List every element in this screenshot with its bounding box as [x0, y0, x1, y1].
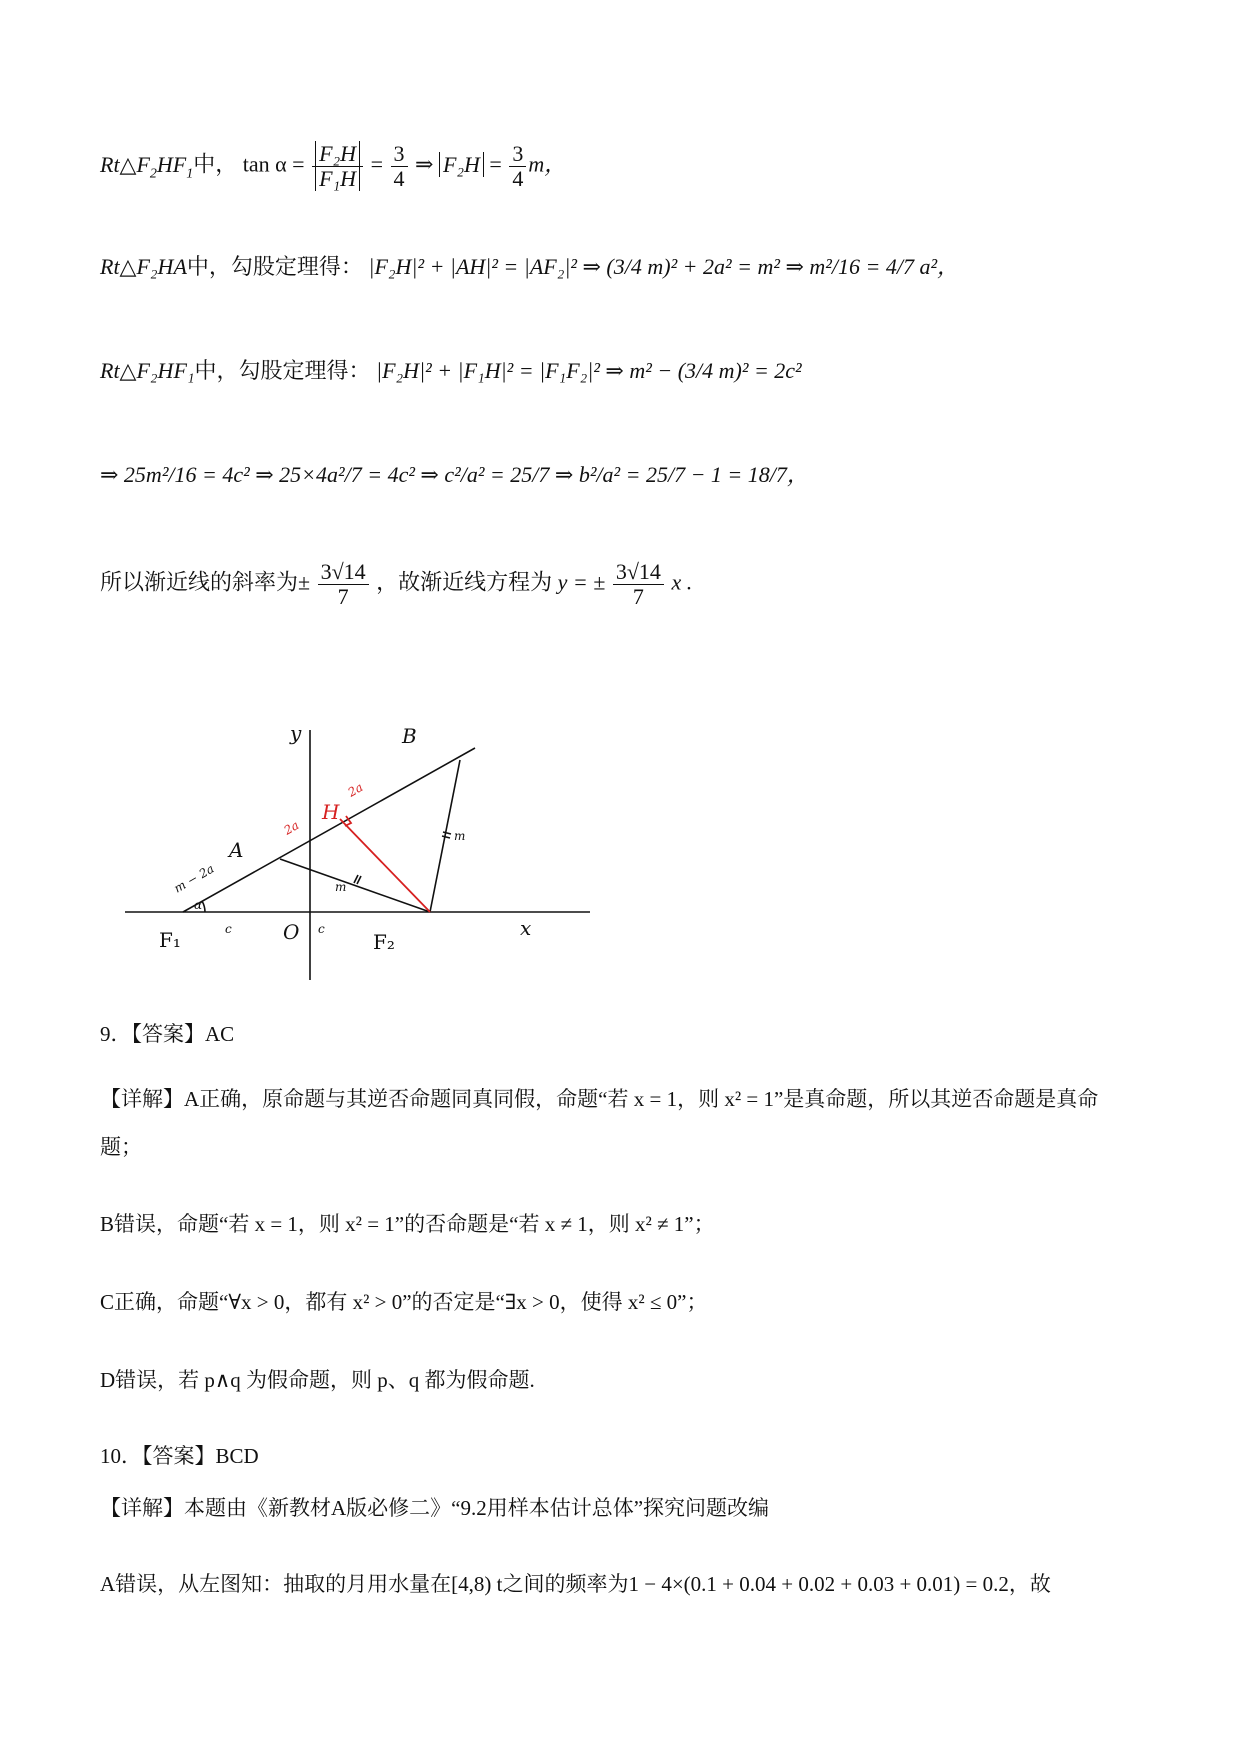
pythagorean-expression-1: |F₂H|² + |AH|² = |AF₂|² ⇒ (3/4 m)² + 2a² = m² ⇒ m²/16 = 4/7 a²，: [368, 254, 960, 279]
cn-text-3: 中，勾股定理得：: [194, 358, 371, 383]
solution-line-1: $Rt\triangle F_2HF_1$中， tan α = $\frac{\text{F₂H}}{\text{F₁H}}$ = $\frac{3}{4}$ ⇒ F₂H = $\frac{3}{4}$ m，: [100, 141, 567, 192]
label-o: O: [283, 920, 300, 944]
solution-line-3: [100, 354, 802, 385]
derivation-expression: ⇒ 25m²/16 = 4c² ⇒ 25×4a²/7 = 4c² ⇒ c²/a² = 25/7 ⇒ b²/a² = 25/7 − 1 = 18/7，: [100, 462, 809, 487]
label-m-1: m: [335, 880, 347, 894]
q9-heading: 9．【答案】AC: [100, 1022, 235, 1046]
q9-a: 【详解】A正确，原命题与其逆否命题同真同假，命题“若 x = 1，则 x² = 1”是真命题，所以其逆否命题是真命题；: [100, 1087, 1099, 1159]
tan-alpha: tan α: [242, 151, 293, 177]
label-a: A: [229, 838, 244, 862]
fraction-3-4-m: $\frac{3}{4}$: [509, 142, 526, 191]
label-b: B: [402, 724, 417, 748]
label-m-2: m: [454, 829, 466, 843]
cn-text-2: 中，勾股定理得：: [186, 254, 363, 279]
q9-c: C正确，命题“∀x > 0，都有 x² > 0”的否定是“∃x > 0，使得 x² ≤ 0”；: [100, 1290, 708, 1314]
q10-heading: 10．【答案】BCD: [100, 1444, 259, 1468]
label-2a-1: 2a: [281, 818, 302, 838]
hyperbola-figure: [125, 715, 605, 990]
alpha-arc: [202, 901, 205, 912]
slope-fraction: $\frac{3√14}{7}$: [318, 560, 369, 609]
rt-triangle-label: $Rt\triangle F_2HF_1$: [100, 151, 194, 182]
label-m-minus-2a: m − 2a: [171, 861, 217, 896]
asymptote-fraction: $\frac{3√14}{7}$: [613, 560, 664, 609]
line-f1-b: [183, 748, 475, 912]
solution-line-5: 所以渐近线的斜率为± $\frac{3√14}{7}$ ，故渐近线方程为 y = ± $\frac{3√14}{7}$ x .: [100, 559, 693, 610]
q10-detail: 【详解】本题由《新教材A版必修二》“9.2用样本估计总体”探究问题改编: [100, 1496, 770, 1520]
label-f2: F₂: [373, 930, 395, 954]
line-a-f2: [280, 859, 430, 912]
label-c-right: c: [318, 922, 325, 936]
abs-f2h: F₂H: [439, 152, 484, 177]
solution-line-2: [100, 250, 959, 281]
line-h-f2: [340, 819, 430, 912]
q9-d: D错误，若 p∧q 为假命题，则 p、q 都为假命题.: [100, 1368, 535, 1392]
label-alpha: α: [194, 898, 203, 912]
label-h: H: [322, 800, 340, 824]
label-2a-2: 2a: [345, 780, 366, 800]
q10-a: A错误，从左图知：抽取的月用水量在[4,8) t之间的频率为1 − 4×(0.1 + 0.04 + 0.02 + 0.03 + 0.01) = 0.2，故: [100, 1572, 1051, 1596]
solution-line-4: [100, 458, 809, 489]
label-c-left: c: [225, 922, 232, 936]
asymptote-eq: y = ±: [557, 569, 606, 595]
rt-triangle-label-2: Rt△F₂HA: [100, 254, 187, 279]
rt-triangle-label-3: Rt△F₂HF₁: [100, 358, 195, 383]
label-x: x: [520, 916, 532, 940]
fraction-f2h-f1h: $\frac{\text{F₂H}}{\text{F₁H}}$: [312, 142, 363, 191]
pythagorean-expression-2: |F₂H|² + |F₁H|² = |F₁F₂|² ⇒ m² − (3/4 m)² = 2c²: [376, 358, 802, 383]
cn-text: 中，: [193, 151, 238, 177]
label-y: y: [290, 721, 302, 745]
fraction-3-4: $\frac{3}{4}$: [391, 142, 408, 191]
slope-text: 所以渐近线的斜率为±: [100, 569, 311, 595]
q9-b: B错误，命题“若 x = 1，则 x² = 1”的否命题是“若 x ≠ 1，则 x² ≠ 1”；: [100, 1212, 715, 1236]
asymptote-text: ，故渐近线方程为: [376, 569, 553, 595]
label-f1: F₁: [159, 928, 181, 952]
